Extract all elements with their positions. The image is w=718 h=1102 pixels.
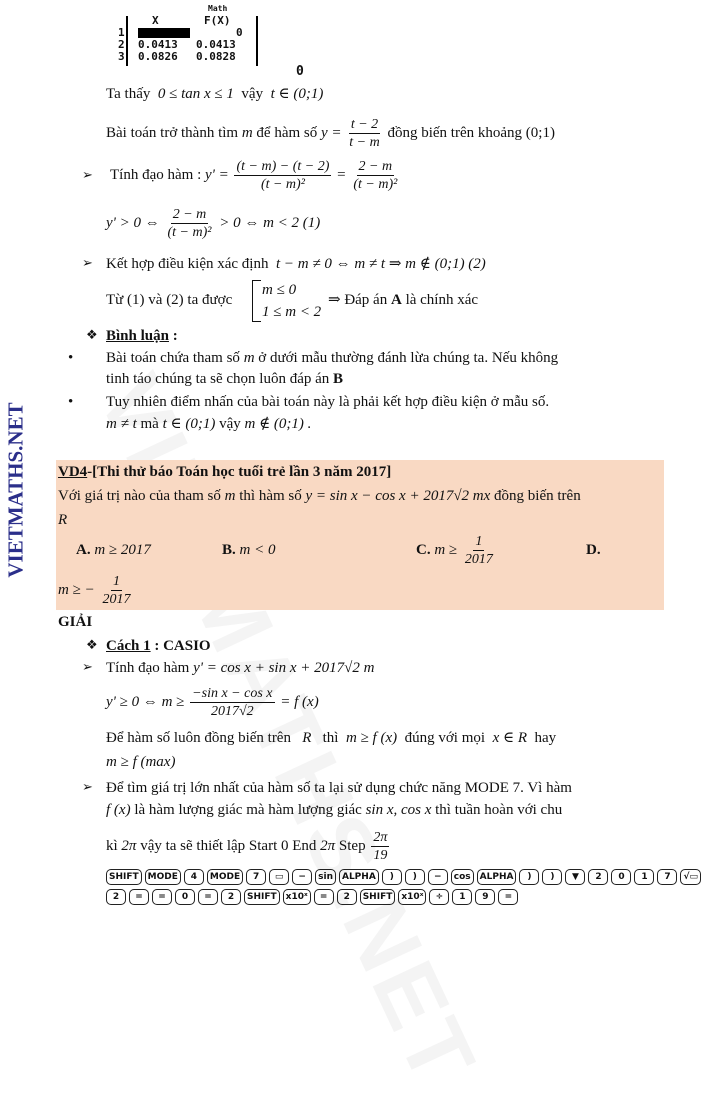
calculator-key: 0: [175, 889, 195, 905]
diamond-bullet-icon: ❖: [86, 638, 98, 653]
calculator-key: =: [314, 889, 334, 905]
calc-row2-x: 0.0413: [138, 38, 178, 51]
dot-bullet-icon: •: [68, 350, 74, 366]
calculator-key: 7: [246, 869, 266, 885]
calculator-key: cos: [451, 869, 474, 885]
calculator-key: ▼: [565, 869, 585, 885]
question-set-r: R: [58, 512, 68, 528]
calculator-key: MODE: [145, 869, 181, 885]
arrow-bullet-icon: ➢: [82, 256, 93, 271]
calculator-key: ): [519, 869, 539, 885]
answer-line: ⇒ Đáp án A là chính xác: [328, 292, 479, 308]
calc-row3-fx: 0.0828: [196, 50, 236, 63]
case-2: 1 ≤ m < 2: [262, 304, 322, 320]
case-1: m ≤ 0: [262, 282, 297, 298]
calculator-key: SHIFT: [244, 889, 280, 905]
text-line-3: Tính đạo hàm : y' = $\frac{(t - m) - (t - 2)}{\text{(t − m)²}}$ = $\frac{2 - m}{\text{(t − m)²}}$: [110, 159, 398, 193]
case-bracket: [252, 280, 261, 322]
comment-2a: Tuy nhiên điểm nhấn của bài toán này là phải kết hợp điều kiện ở mẫu số.: [106, 394, 550, 410]
comment-2b: m ≠ t mà t ∈ (0;1) vậy m ∉ (0;1) .: [106, 416, 312, 432]
calc-row1-index: 1: [118, 26, 125, 39]
option-d: m ≥ − $\frac{1}{2017}$: [58, 574, 131, 608]
calc-bottom-value: 0: [296, 64, 304, 79]
calculator-key: ALPHA: [339, 869, 379, 885]
calculator-key: ▭: [269, 869, 289, 885]
comment-1b: tinh táo chúng ta sẽ chọn luôn đáp án B: [106, 371, 344, 387]
step-4: m ≥ f (max): [106, 754, 176, 770]
question-text: Với giá trị nào của tham số m thì hàm số y = sin x − cos x + 2017√2 mx đồng biến trên: [58, 488, 581, 504]
calculator-key: sin: [315, 869, 336, 885]
question-title: VD4-[Thi thử báo Toán học tuổi trẻ lần 3 năm 2017]: [58, 464, 392, 480]
calc-row3-x: 0.0826: [138, 50, 178, 63]
step-3: Để hàm số luôn đồng biến trên R thì m ≥ f (x) đúng với mọi x ∈ R hay: [106, 730, 557, 746]
side-watermark: VIETMATHS.NET: [3, 402, 28, 578]
fraction: $\frac{2\pi}{19}$: [373, 830, 388, 864]
step-5b: f (x) là hàm lượng giác mà hàm lượng giác sin x, cos x thì tuần hoàn với chu: [106, 802, 563, 818]
calculator-key: 4: [184, 869, 204, 885]
calculator-key: 1: [452, 889, 472, 905]
calculator-key: =: [498, 889, 518, 905]
calculator-key: =: [129, 889, 149, 905]
calculator-key: ): [405, 869, 425, 885]
calculator-key: 0: [611, 869, 631, 885]
option-a: A. m ≥ 2017: [76, 542, 151, 558]
calculator-key: SHIFT: [106, 869, 142, 885]
fraction: $\frac{1}{2017}$: [464, 534, 493, 568]
option-c: C. m ≥ $\frac{1}{2017}$: [416, 534, 493, 568]
calc-header-x: X: [152, 14, 159, 27]
key-sequence-2: [106, 888, 521, 905]
calculator-key: 2: [588, 869, 608, 885]
calculator-key: 2: [337, 889, 357, 905]
calculator-key: x10ˣ: [398, 889, 426, 905]
arrow-bullet-icon: ➢: [82, 168, 93, 183]
question-box: [56, 460, 664, 610]
arrow-bullet-icon: ➢: [82, 660, 93, 675]
calc-row3-index: 3: [118, 50, 125, 63]
calculator-key: =: [198, 889, 218, 905]
calculator-key: 1: [634, 869, 654, 885]
calc-selected-cell: [138, 28, 190, 38]
calculator-key: −: [292, 869, 312, 885]
step-5a: Để tìm giá trị lớn nhất của hàm số ta lại sử dụng chức năng MODE 7. Vì hàm: [106, 780, 572, 796]
fraction: $\frac{2 - m}{\text{(t − m)²}}$: [353, 159, 398, 193]
fraction: $\frac{1}{2017}$: [102, 574, 131, 608]
calculator-key: ÷: [429, 889, 449, 905]
option-b: B. m < 0: [222, 542, 276, 558]
option-d-label: D.: [586, 542, 601, 558]
calculator-key: ): [542, 869, 562, 885]
calculator-key: =: [152, 889, 172, 905]
calc-header-fx: F(X): [204, 14, 231, 27]
method-1-title: Cách 1 : CASIO: [106, 638, 211, 654]
step-2: y' ≥ 0 ⇔ m ≥ $\frac{\text{−sin x − cos x}}{2017√2}$ = f (x): [106, 686, 319, 720]
text-line-2: Bài toán trở thành tìm m để hàm số y = $\frac{t - 2}{t - m}$ đồng biến trên khoảng (0;1): [106, 117, 555, 151]
step-6: kì 2π vậy ta sẽ thiết lập Start 0 End 2π Step $\frac{2\pi}{19}$: [106, 830, 388, 864]
calculator-key: 7: [657, 869, 677, 885]
fraction: $\frac{t - 2}{t - m}$: [349, 117, 380, 151]
comment-title: Bình luận :: [106, 328, 178, 344]
calc-row2-fx: 0.0413: [196, 38, 236, 51]
dot-bullet-icon: •: [68, 394, 74, 410]
key-sequence-1: [106, 868, 704, 885]
calculator-key: 2: [221, 889, 241, 905]
calculator-key: SHIFT: [360, 889, 396, 905]
calc-row2-index: 2: [118, 38, 125, 51]
calculator-key: 9: [475, 889, 495, 905]
text-line-1: Ta thấy 0 ≤ tan x ≤ 1 vậy t ∈ (0;1): [106, 86, 324, 102]
fraction: $\frac{(t - m) - (t - 2)}{\text{(t − m)²}}$: [236, 159, 330, 193]
fraction: $\frac{2 - m}{\text{(t − m)²}}$: [167, 207, 212, 241]
calculator-key: −: [428, 869, 448, 885]
fraction: $\frac{\text{−sin x − cos x}}{2017√2}$: [192, 686, 273, 720]
calculator-key: 2: [106, 889, 126, 905]
calculator-key: √▭: [680, 869, 701, 885]
text-line-4: y' > 0 ⇔ $\frac{2 - m}{\text{(t − m)²}}$ > 0 ⇔ m < 2 (1): [106, 207, 321, 241]
calculator-key: MODE: [207, 869, 243, 885]
calculator-key: ): [382, 869, 402, 885]
diamond-bullet-icon: ❖: [86, 328, 98, 343]
calc-mode: Math: [208, 4, 228, 13]
comment-1a: Bài toán chứa tham số m ở dưới mẫu thường đánh lừa chúng ta. Nếu không: [106, 350, 559, 366]
solution-heading: GIẢI: [58, 614, 93, 630]
calculator-screen: [118, 4, 304, 79]
text-line-6: Từ (1) và (2) ta được: [106, 292, 233, 308]
arrow-bullet-icon: ➢: [82, 780, 93, 795]
calculator-key: ALPHA: [477, 869, 517, 885]
calculator-key: x10ˣ: [283, 889, 311, 905]
step-1: Tính đạo hàm y' = cos x + sin x + 2017√2 m: [106, 660, 375, 676]
text-line-5: Kết hợp điều kiện xác định t − m ≠ 0 ⇔ m ≠ t ⇒ m ∉ (0;1) (2): [106, 256, 486, 272]
calc-row1-fx: 0: [236, 26, 243, 39]
